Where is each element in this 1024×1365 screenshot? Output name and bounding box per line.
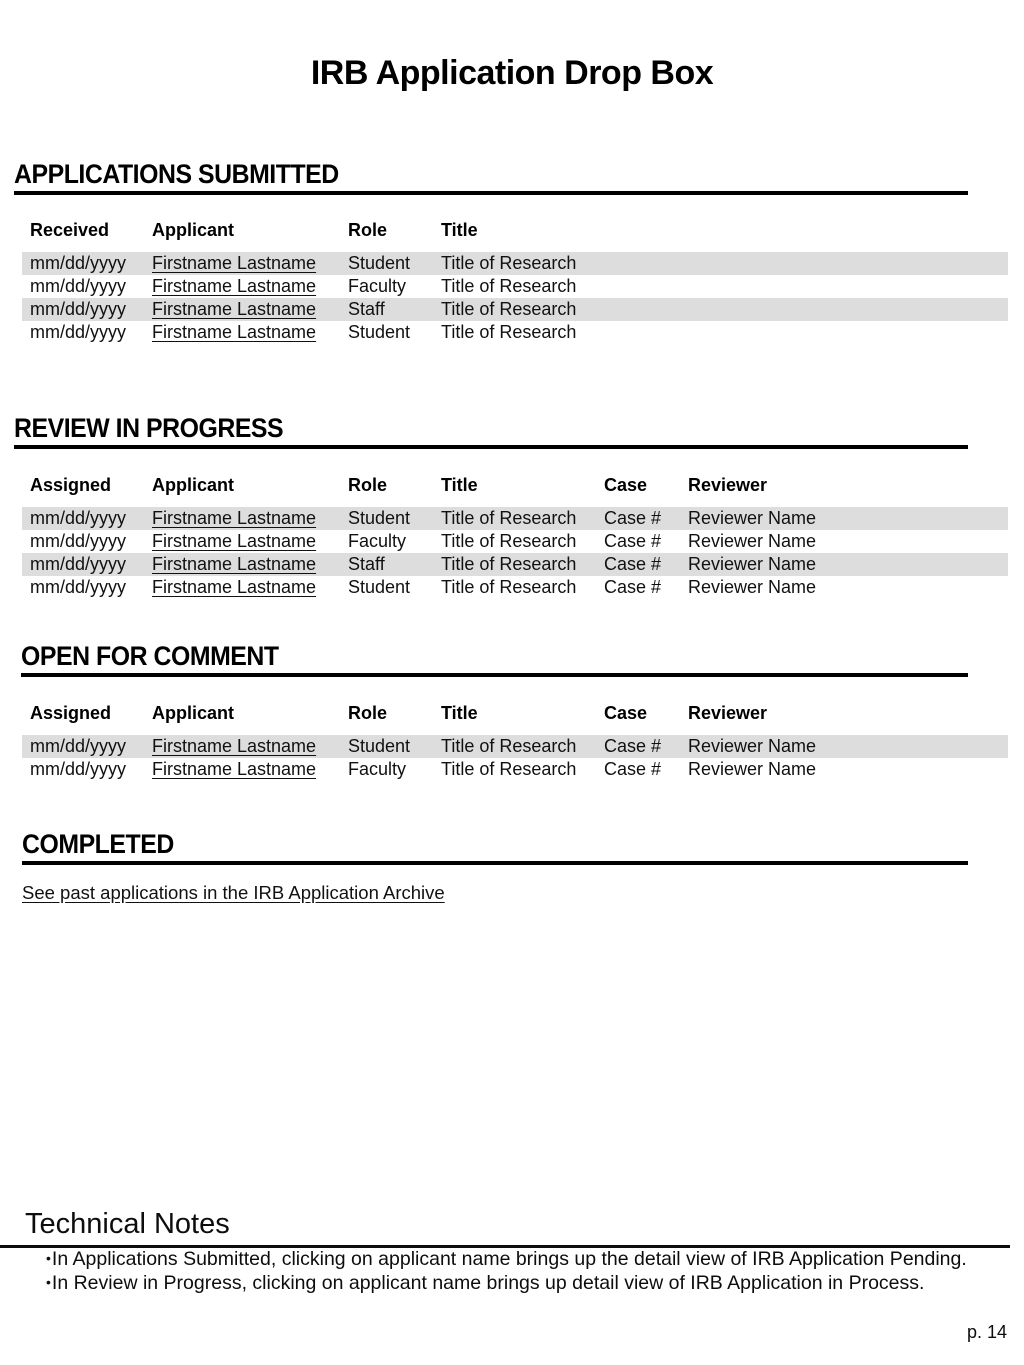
column-header: Assigned bbox=[30, 475, 112, 495]
case-cell: Case # bbox=[604, 577, 662, 597]
column-header: Role bbox=[348, 220, 388, 240]
review-in-progress-table bbox=[22, 473, 1008, 599]
page-title: IRB Application Drop Box bbox=[310, 54, 714, 92]
section-heading-text: APPLICATIONS SUBMITTED bbox=[14, 159, 339, 189]
technical-note-text: In Review in Progress, clicking on applicant name brings up detail view of IRB Application in Process. bbox=[51, 1272, 925, 1294]
table-row bbox=[22, 553, 1008, 576]
column-header: Applicant bbox=[152, 703, 235, 723]
date-cell: mm/dd/yyyy bbox=[30, 736, 127, 756]
applicant-link[interactable]: Firstname Lastname bbox=[152, 276, 317, 296]
applicant-link[interactable]: Firstname Lastname bbox=[152, 736, 317, 756]
section-applications-submitted-heading bbox=[14, 160, 968, 195]
date-cell: mm/dd/yyyy bbox=[30, 299, 127, 319]
bullet-icon: • bbox=[46, 1250, 51, 1266]
reviewer-cell: Reviewer Name bbox=[688, 531, 817, 551]
technical-note bbox=[46, 1271, 976, 1295]
title-cell: Title of Research bbox=[441, 299, 577, 319]
table-header-row bbox=[22, 701, 1008, 725]
table-header-row bbox=[22, 218, 1008, 242]
date-cell: mm/dd/yyyy bbox=[30, 577, 127, 597]
table-row bbox=[22, 530, 1008, 553]
table-row bbox=[22, 507, 1008, 530]
technical-notes-heading: Technical Notes bbox=[25, 1208, 230, 1240]
applicant-link[interactable]: Firstname Lastname bbox=[152, 554, 317, 574]
table-row bbox=[22, 576, 1008, 599]
table-row bbox=[22, 321, 1008, 344]
applicant-link[interactable]: Firstname Lastname bbox=[152, 577, 317, 597]
section-open-for-comment-heading bbox=[21, 642, 968, 677]
role-cell: Student bbox=[348, 736, 411, 756]
date-cell: mm/dd/yyyy bbox=[30, 759, 127, 779]
column-header: Applicant bbox=[152, 475, 235, 495]
date-cell: mm/dd/yyyy bbox=[30, 531, 127, 551]
title-cell: Title of Research bbox=[441, 508, 577, 528]
applicant-link[interactable]: Firstname Lastname bbox=[152, 299, 317, 319]
section-heading-text: COMPLETED bbox=[22, 829, 174, 859]
reviewer-cell: Reviewer Name bbox=[688, 508, 817, 528]
case-cell: Case # bbox=[604, 736, 662, 756]
applicant-link[interactable]: Firstname Lastname bbox=[152, 531, 317, 551]
applicant-link[interactable]: Firstname Lastname bbox=[152, 253, 317, 273]
date-cell: mm/dd/yyyy bbox=[30, 554, 127, 574]
bullet-icon: • bbox=[46, 1274, 51, 1290]
column-header: Title bbox=[441, 703, 478, 723]
column-header: Reviewer bbox=[688, 703, 768, 723]
open-for-comment-table bbox=[22, 701, 1008, 781]
technical-notes-list bbox=[46, 1247, 976, 1295]
technical-notes-rule bbox=[0, 1209, 1010, 1248]
role-cell: Staff bbox=[348, 299, 385, 319]
section-review-in-progress-heading bbox=[14, 414, 968, 449]
technical-note bbox=[46, 1247, 976, 1271]
applicant-link[interactable]: Firstname Lastname bbox=[152, 322, 317, 342]
applicant-link[interactable]: Firstname Lastname bbox=[152, 759, 317, 779]
title-cell: Title of Research bbox=[441, 276, 577, 296]
title-cell: Title of Research bbox=[441, 322, 577, 342]
table-header-row bbox=[22, 473, 1008, 497]
role-cell: Student bbox=[348, 577, 411, 597]
role-cell: Staff bbox=[348, 554, 385, 574]
section-completed-heading bbox=[22, 830, 968, 865]
column-header: Case bbox=[604, 703, 648, 723]
title-cell: Title of Research bbox=[441, 531, 577, 551]
technical-note-text: In Applications Submitted, clicking on applicant name brings up the detail view of IRB Application Pending. bbox=[51, 1248, 967, 1270]
section-heading-text: OPEN FOR COMMENT bbox=[21, 641, 279, 671]
title-cell: Title of Research bbox=[441, 577, 577, 597]
title-cell: Title of Research bbox=[441, 759, 577, 779]
case-cell: Case # bbox=[604, 759, 662, 779]
column-header: Assigned bbox=[30, 703, 112, 723]
role-cell: Faculty bbox=[348, 759, 407, 779]
case-cell: Case # bbox=[604, 554, 662, 574]
applications-submitted-table bbox=[22, 218, 1008, 344]
table-row bbox=[22, 758, 1008, 781]
table-row bbox=[22, 275, 1008, 298]
date-cell: mm/dd/yyyy bbox=[30, 322, 127, 342]
column-header: Reviewer bbox=[688, 475, 768, 495]
column-header: Role bbox=[348, 475, 388, 495]
reviewer-cell: Reviewer Name bbox=[688, 736, 817, 756]
column-header: Title bbox=[441, 475, 478, 495]
table-row bbox=[22, 298, 1008, 321]
table-row bbox=[22, 252, 1008, 275]
column-header: Applicant bbox=[152, 220, 235, 240]
table-row bbox=[22, 735, 1008, 758]
date-cell: mm/dd/yyyy bbox=[30, 508, 127, 528]
applicant-link[interactable]: Firstname Lastname bbox=[152, 508, 317, 528]
role-cell: Student bbox=[348, 322, 411, 342]
column-header: Case bbox=[604, 475, 648, 495]
reviewer-cell: Reviewer Name bbox=[688, 554, 817, 574]
role-cell: Faculty bbox=[348, 276, 407, 296]
role-cell: Student bbox=[348, 253, 411, 273]
archive-link[interactable]: See past applications in the IRB Application Archive bbox=[22, 882, 445, 903]
title-cell: Title of Research bbox=[441, 554, 577, 574]
role-cell: Faculty bbox=[348, 531, 407, 551]
date-cell: mm/dd/yyyy bbox=[30, 253, 127, 273]
title-cell: Title of Research bbox=[441, 253, 577, 273]
reviewer-cell: Reviewer Name bbox=[688, 759, 817, 779]
date-cell: mm/dd/yyyy bbox=[30, 276, 127, 296]
case-cell: Case # bbox=[604, 531, 662, 551]
column-header: Received bbox=[30, 220, 110, 240]
title-cell: Title of Research bbox=[441, 736, 577, 756]
column-header: Role bbox=[348, 703, 388, 723]
column-header: Title bbox=[441, 220, 478, 240]
reviewer-cell: Reviewer Name bbox=[688, 577, 817, 597]
case-cell: Case # bbox=[604, 508, 662, 528]
role-cell: Student bbox=[348, 508, 411, 528]
section-heading-text: REVIEW IN PROGRESS bbox=[14, 413, 284, 443]
page-number: p. 14 bbox=[966, 1322, 1007, 1342]
